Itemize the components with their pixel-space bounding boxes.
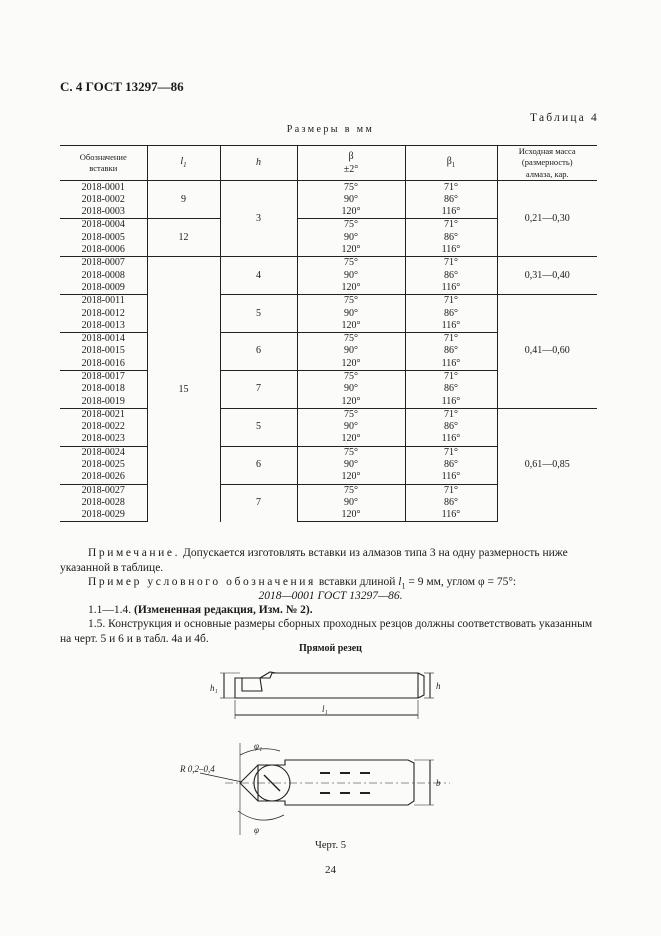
beta1-cell: 86° — [405, 497, 497, 509]
col-l1-header: $l_1$ — [147, 146, 220, 181]
beta1-cell: 71° — [405, 332, 497, 345]
beta1-cell: 71° — [405, 181, 497, 194]
beta-cell: 90° — [297, 459, 405, 471]
beta1-cell: 71° — [405, 484, 497, 497]
code-cell: 2018-0008 — [60, 269, 147, 281]
code-cell: 2018-0003 — [60, 206, 147, 219]
beta1-cell: 116° — [405, 206, 497, 219]
beta1-cell: 71° — [405, 408, 497, 421]
cutter-drawing — [180, 655, 470, 840]
table-note: Примечание. Допускается изготовлять вставки из алмазов типа 3 на одну размерность ниже указанной в таблице. — [60, 547, 568, 574]
h-cell: 4 — [220, 257, 297, 295]
h-cell: 5 — [220, 295, 297, 333]
col-mass-header: Исходная масса (размерность) алмаза, кар. — [497, 146, 597, 181]
beta-cell: 75° — [297, 332, 405, 345]
h-cell: 6 — [220, 332, 297, 370]
beta1-cell: 116° — [405, 509, 497, 522]
beta-cell: 90° — [297, 307, 405, 319]
l1-cell: 15 — [147, 257, 220, 522]
code-cell: 2018-0025 — [60, 459, 147, 471]
beta-cell: 75° — [297, 219, 405, 232]
beta1-cell: 71° — [405, 370, 497, 383]
cutter-shank-end — [418, 673, 424, 698]
beta-cell: 90° — [297, 194, 405, 206]
h-cell: 7 — [220, 484, 297, 522]
radius-label: R 0,2–0,4 — [180, 764, 215, 774]
mass-cell: 0,61—0,85 — [497, 408, 597, 522]
beta-cell: 75° — [297, 370, 405, 383]
table-row — [60, 295, 597, 308]
code-cell: 2018-0029 — [60, 509, 147, 522]
table-row — [60, 408, 597, 421]
beta-cell: 120° — [297, 320, 405, 333]
l1-cell: 9 — [147, 181, 220, 219]
angle-phi-label: φ — [254, 825, 259, 835]
inserts-table — [60, 145, 597, 522]
beta-cell: 90° — [297, 383, 405, 395]
beta1-cell: 71° — [405, 219, 497, 232]
beta-cell: 75° — [297, 408, 405, 421]
table-header-row — [60, 146, 597, 181]
figure-caption: Черт. 5 — [315, 840, 346, 851]
beta1-cell: 116° — [405, 320, 497, 333]
page-number: 24 — [325, 864, 336, 876]
code-cell: 2018-0022 — [60, 421, 147, 433]
l1-cell: 12 — [147, 219, 220, 257]
col-beta1-header: $\beta_1$ — [405, 146, 497, 181]
beta-cell: 120° — [297, 206, 405, 219]
code-cell: 2018-0005 — [60, 232, 147, 244]
col-h-header: h — [220, 146, 297, 181]
beta1-cell: 86° — [405, 194, 497, 206]
table-caption: Таблица 4 — [530, 112, 599, 124]
h-cell: 5 — [220, 408, 297, 446]
beta1-cell: 116° — [405, 395, 497, 408]
beta-cell: 75° — [297, 446, 405, 459]
code-cell: 2018-0028 — [60, 497, 147, 509]
h-cell: 6 — [220, 446, 297, 484]
col-beta-header: β ±2° — [297, 146, 405, 181]
beta-cell: 120° — [297, 395, 405, 408]
h-cell: 3 — [220, 181, 297, 257]
dim-b-label: b — [436, 778, 441, 788]
code-cell: 2018-0019 — [60, 395, 147, 408]
code-cell: 2018-0007 — [60, 257, 147, 270]
designation-code: 2018—0001 ГОСТ 13297—86. — [258, 590, 403, 602]
beta-cell: 120° — [297, 282, 405, 295]
beta1-cell: 86° — [405, 232, 497, 244]
beta1-cell: 71° — [405, 446, 497, 459]
amendment-note: 1.1—1.4. (Измененная редакция, Изм. № 2). — [88, 604, 313, 616]
beta1-cell: 86° — [405, 421, 497, 433]
code-cell: 2018-0001 — [60, 181, 147, 194]
code-cell: 2018-0027 — [60, 484, 147, 497]
code-cell: 2018-0012 — [60, 307, 147, 319]
col-code-header: Обозначение вставки — [60, 146, 147, 181]
beta1-cell: 86° — [405, 307, 497, 319]
code-cell: 2018-0014 — [60, 332, 147, 345]
beta1-cell: 116° — [405, 244, 497, 257]
code-cell: 2018-0021 — [60, 408, 147, 421]
mass-cell: 0,21—0,30 — [497, 181, 597, 257]
dim-h1-label: h₁ — [210, 683, 218, 693]
beta-cell: 90° — [297, 269, 405, 281]
beta-cell: 120° — [297, 433, 405, 446]
beta-cell: 75° — [297, 295, 405, 308]
beta-cell: 120° — [297, 358, 405, 371]
code-cell: 2018-0026 — [60, 471, 147, 484]
code-cell: 2018-0013 — [60, 320, 147, 333]
designation-example: Пример условного обозначения вставки длиной $l_1 = 9$ мм, углом φ = 75°: — [88, 576, 517, 591]
code-cell: 2018-0004 — [60, 219, 147, 232]
beta-cell: 75° — [297, 257, 405, 270]
beta1-cell: 116° — [405, 471, 497, 484]
code-cell: 2018-0011 — [60, 295, 147, 308]
beta1-cell: 86° — [405, 345, 497, 357]
dim-h-label: h — [436, 681, 441, 691]
beta-cell: 120° — [297, 244, 405, 257]
beta-cell: 120° — [297, 471, 405, 484]
code-cell: 2018-0015 — [60, 345, 147, 357]
code-cell: 2018-0002 — [60, 194, 147, 206]
dim-l1-label: l₁ — [322, 704, 328, 714]
code-cell: 2018-0018 — [60, 383, 147, 395]
code-cell: 2018-0009 — [60, 282, 147, 295]
beta1-cell: 116° — [405, 358, 497, 371]
beta-cell: 90° — [297, 497, 405, 509]
beta1-cell: 86° — [405, 269, 497, 281]
code-cell: 2018-0016 — [60, 358, 147, 371]
code-cell: 2018-0006 — [60, 244, 147, 257]
beta1-cell: 86° — [405, 383, 497, 395]
beta1-cell: 71° — [405, 295, 497, 308]
beta-cell: 90° — [297, 421, 405, 433]
mass-cell: 0,41—0,60 — [497, 295, 597, 409]
mass-cell: 0,31—0,40 — [497, 257, 597, 295]
code-cell: 2018-0023 — [60, 433, 147, 446]
beta1-cell: 86° — [405, 459, 497, 471]
beta-cell: 120° — [297, 509, 405, 522]
table-row — [60, 257, 597, 270]
units-note: Размеры в мм — [286, 124, 375, 135]
code-cell: 2018-0024 — [60, 446, 147, 459]
beta-cell: 75° — [297, 181, 405, 194]
beta-cell: 75° — [297, 484, 405, 497]
angle-phi1-label: φ₁ — [254, 741, 263, 751]
beta1-cell: 116° — [405, 433, 497, 446]
h-cell: 7 — [220, 370, 297, 408]
code-cell: 2018-0017 — [60, 370, 147, 383]
beta1-cell: 71° — [405, 257, 497, 270]
beta1-cell: 116° — [405, 282, 497, 295]
beta-cell: 90° — [297, 345, 405, 357]
beta-cell: 90° — [297, 232, 405, 244]
table-row — [60, 181, 597, 194]
clause-1-5: 1.5. Конструкция и основные размеры сборных проходных резцов должны соответствовать указанным на черт. 5 и 6 и в табл. 4а и 4б. — [60, 618, 593, 645]
figure-title: Прямой резец — [299, 643, 362, 654]
page-header: С. 4 ГОСТ 13297—86 — [60, 79, 184, 94]
insert-side — [242, 678, 262, 691]
